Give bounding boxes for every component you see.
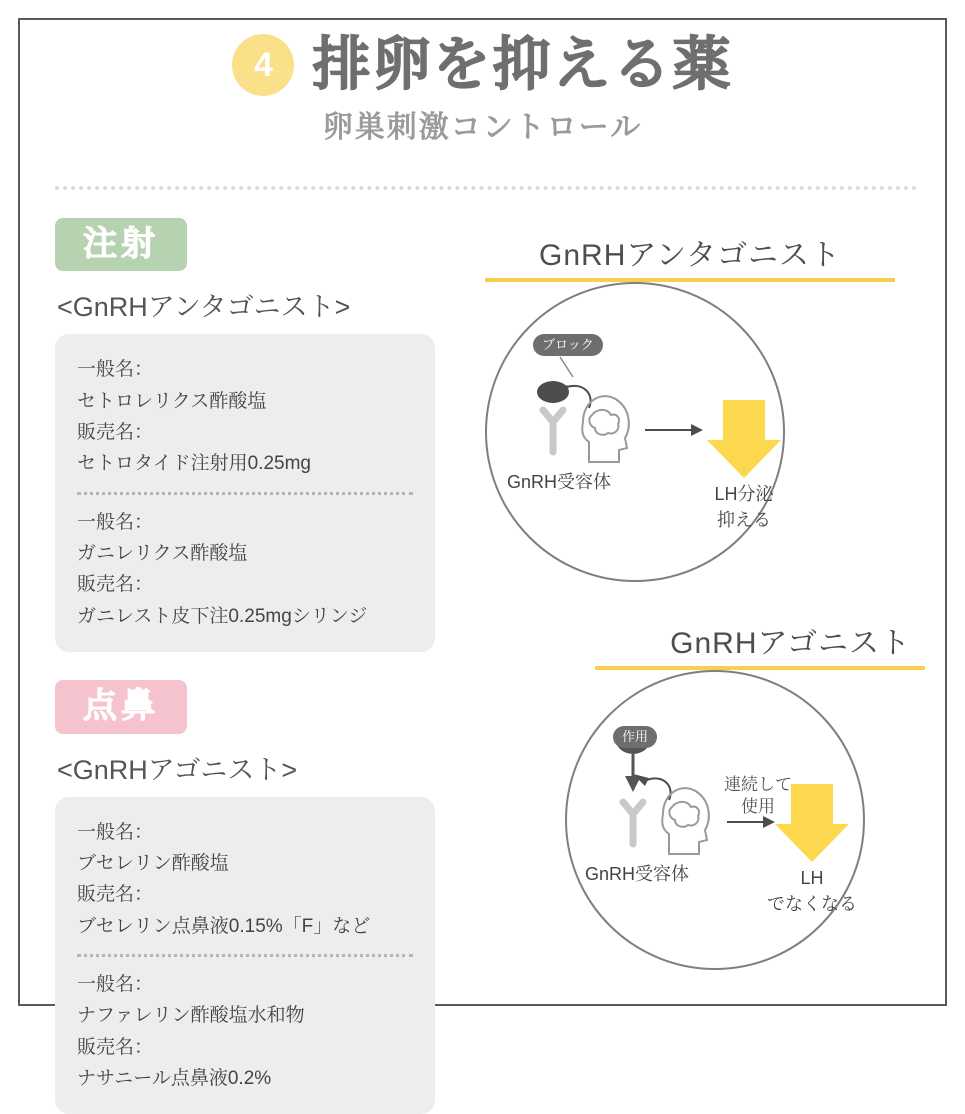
entry-separator [77, 954, 413, 957]
generic-label: 一般名： [77, 511, 154, 533]
generic-label: 一般名： [77, 973, 154, 995]
injection-group-label: <GnRHアンタゴニスト> [57, 292, 351, 323]
title-row [18, 31, 947, 97]
agonist-graphics [455, 670, 925, 970]
effect-label-line2: でなくなる [767, 894, 857, 914]
injection-drug-card [55, 334, 435, 652]
right-column [455, 230, 925, 970]
drug-entry [77, 817, 413, 942]
left-column [55, 218, 455, 1114]
agonist-diagram [455, 618, 925, 970]
header [18, 31, 947, 146]
generic-label: 一般名： [77, 359, 154, 381]
receptor-label: GnRH受容体 [506, 472, 611, 492]
brand-label: 販売名： [77, 1036, 154, 1058]
brand-label: 販売名： [77, 574, 154, 596]
brand-name: ナサニール点鼻液0.2% [77, 1067, 272, 1089]
antagonist-illustration [455, 282, 925, 582]
drug-entry [77, 354, 413, 479]
brand-name: セトロタイド注射用0.25mg [77, 453, 311, 475]
generic-name: セトロレリクス酢酸塩 [77, 390, 267, 412]
effect-label-line1: LH分泌 [714, 484, 774, 504]
block-chip: ブロック [533, 334, 603, 356]
receptor-label: GnRH受容体 [584, 864, 689, 884]
brand-label: 販売名： [77, 422, 154, 444]
injection-tag: 注射 [55, 218, 187, 271]
injection-section [55, 218, 455, 652]
brand-name: ガニレスト皮下注0.25mgシリンジ [77, 605, 368, 627]
drug-entry [77, 507, 413, 632]
nasal-tag: 点鼻 [55, 680, 187, 733]
usage-note-line2: 使用 [741, 797, 775, 816]
section-number-badge: 4 [232, 34, 294, 96]
generic-name: ガニレリクス酢酸塩 [77, 543, 248, 565]
generic-name: ブセレリン酢酸塩 [77, 852, 229, 874]
nasal-drug-card [55, 797, 435, 1114]
page-subtitle: 卵巣刺激コントロール [322, 111, 643, 144]
entry-separator [77, 492, 413, 495]
brand-name: ブセレリン点鼻液0.15%「F」など [77, 915, 371, 937]
brand-label: 販売名： [77, 884, 154, 906]
agonist-illustration [455, 670, 925, 970]
nasal-group-label: <GnRHアゴニスト> [57, 754, 298, 785]
nasal-section [55, 680, 455, 1114]
action-chip: 作用 [613, 726, 657, 748]
effect-label-line2: 抑える [717, 510, 771, 530]
effect-label-line1: LH [800, 868, 824, 888]
antagonist-title: GnRHアンタゴニスト [539, 239, 841, 272]
generic-label: 一般名： [77, 821, 154, 843]
drug-entry [77, 969, 413, 1094]
usage-note-line1: 連続して [724, 775, 792, 794]
agonist-title: GnRHアゴニスト [670, 627, 911, 660]
page-title: 排卵を抑える薬 [312, 31, 733, 97]
antagonist-diagram [455, 230, 925, 582]
generic-name: ナファレリン酢酸塩水和物 [77, 1005, 305, 1027]
dotted-divider [55, 186, 917, 190]
down-arrow-icon [707, 400, 781, 478]
antagonist-graphics [455, 282, 925, 582]
